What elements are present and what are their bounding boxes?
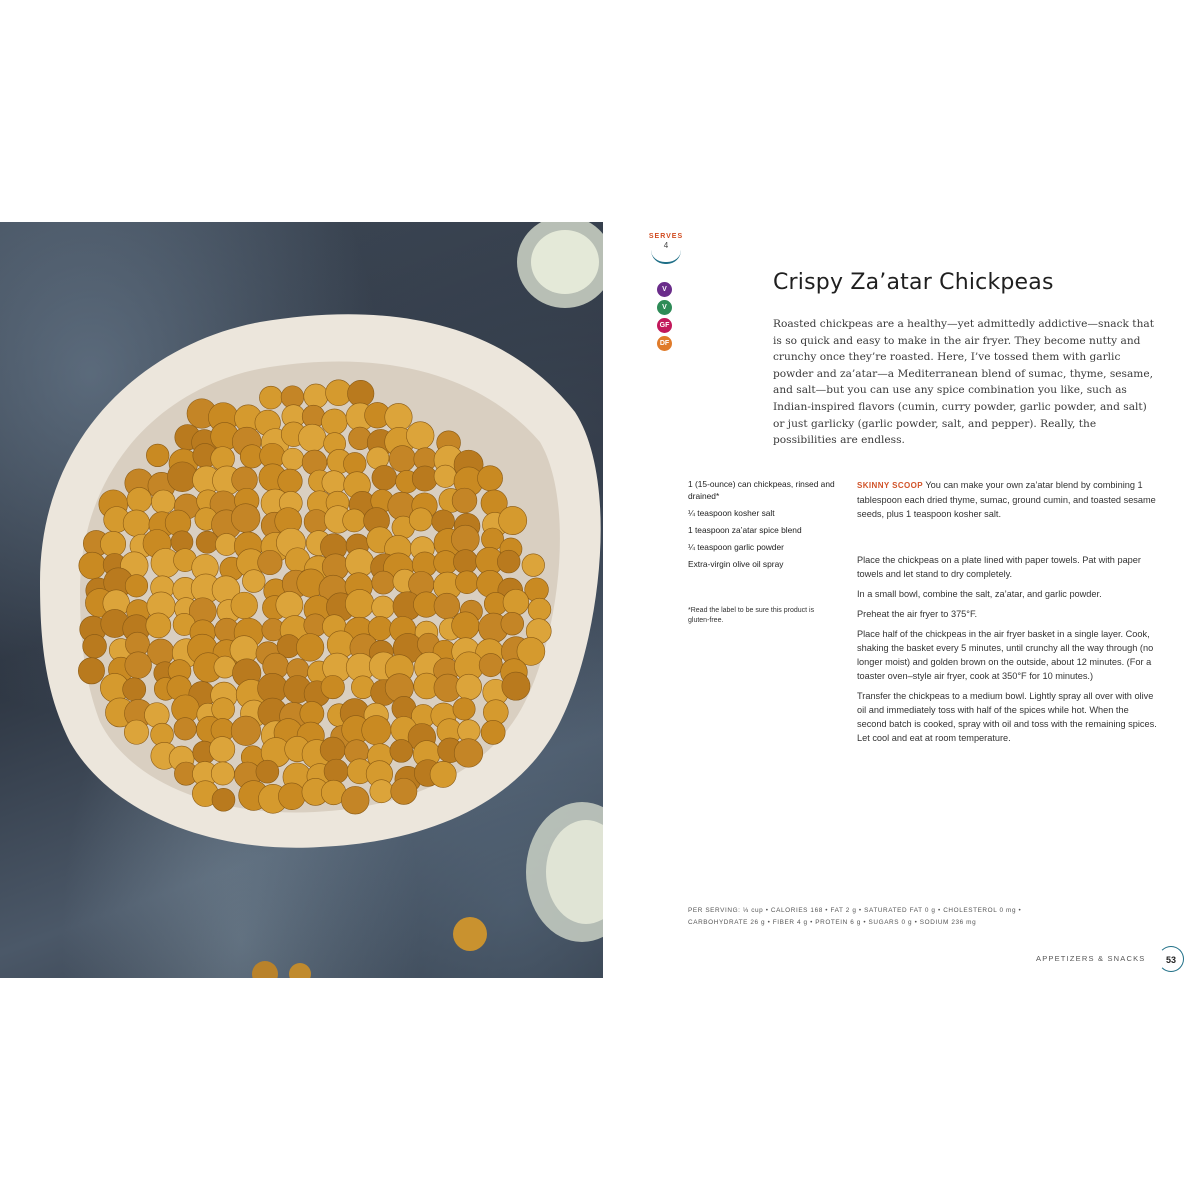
ingredient-item: Extra-virgin olive oil spray (688, 559, 784, 569)
nutrition-item: SODIUM 236 mg (919, 919, 977, 926)
chickpea (211, 762, 234, 785)
chickpea (324, 759, 348, 783)
chickpea (528, 598, 551, 621)
chickpea (455, 571, 478, 594)
ingredient-item: 1 teaspoon za’atar spice blend (688, 525, 802, 535)
ingredient-item: ¼ teaspoon kosher salt (688, 508, 775, 518)
chickpea (502, 672, 530, 700)
chickpea (452, 612, 480, 640)
chickpea (481, 720, 505, 744)
chickpea (322, 471, 346, 495)
page-number: 53 (1158, 946, 1184, 972)
chickpea (451, 525, 479, 553)
chickpea (390, 739, 413, 762)
chickpea (343, 509, 366, 532)
diet-badges (657, 282, 672, 354)
chickpea (259, 386, 282, 409)
method-step: Place half of the chickpeas in the air fryer basket in a single layer. Cook, shaking the basket every 5 minutes, until crunchy all the way through (no longer moist) and golden brown on the outside, about 12 minutes. (For a toaster oven–style air fryer, cook at 350°F for 10 minutes.) (857, 629, 1154, 681)
chickpea (453, 550, 477, 574)
chickpeas-bowl-illustration (0, 222, 603, 978)
chickpea (174, 718, 196, 740)
chickpea (501, 612, 524, 635)
variation-label: SKINNY SCOOP (857, 481, 923, 490)
chickpea (278, 783, 305, 810)
chickpea (296, 634, 324, 662)
method-section (857, 478, 1159, 751)
chickpea (454, 739, 483, 768)
section-name: APPETIZERS & SNACKS (1036, 954, 1146, 963)
ingredient-list (688, 478, 838, 575)
vegan-badge-icon: V (657, 300, 672, 315)
stray-chickpea (252, 961, 278, 978)
chickpea (256, 760, 279, 783)
serves-arc-icon (651, 250, 681, 264)
chickpea (341, 786, 369, 814)
chickpea (83, 634, 107, 658)
chickpea (412, 466, 437, 491)
chickpea (209, 737, 234, 762)
chickpea (78, 658, 104, 684)
chickpea (146, 613, 171, 638)
variation-text: You can make your own za’atar blend by combining 1 tablespoon each dried thyme, sumac, ground cumin, and toasted sesame seeds, plus 1 teaspoon kosher salt. (857, 480, 1156, 519)
chickpea (276, 591, 303, 618)
chickpea (372, 465, 397, 490)
vegetarian-badge-icon: V (657, 282, 672, 297)
nutrition-item: SUGARS 0 g (868, 919, 913, 926)
nutrition-item: CHOLESTEROL 0 mg (943, 907, 1017, 914)
recipe-intro: Roasted chickpeas are a healthy—yet admittedly addictive—snack that is so quick and easy to make in the air fryer. They become nutty and crunchy once they’re roasted. Here, I’ve tossed them with garlic powder and za’atar—a Mediterranean blend of sumac, thyme, sesame, and salt—but you can use any spice combination you like, such as Indian-inspired flavors (cumin, curry powder, garlic powder, and salt) or just garlicky (garlic powder, salt, and pepper). Really, the possibilities are endless. (773, 318, 1154, 447)
ingredient-item: ¼ teaspoon garlic powder (688, 542, 784, 552)
chickpea (100, 531, 125, 556)
nutrition-item: PER SERVING: ⅓ cup (688, 907, 764, 914)
chickpea (322, 409, 348, 435)
chickpea (196, 531, 218, 553)
chickpea (372, 571, 395, 594)
chickpea (258, 550, 282, 574)
ingredient-footnote: *Read the label to be sure this product is gluten-free. (688, 607, 815, 624)
chickpea (522, 554, 545, 577)
chickpea (479, 653, 502, 676)
chickpea (385, 403, 412, 430)
chickpea (79, 552, 106, 579)
chickpea (146, 444, 169, 467)
nutrition-item: PROTEIN 6 g (815, 919, 861, 926)
chickpea (406, 422, 434, 450)
nutrition-item: CARBOHYDRATE 26 g (688, 919, 766, 926)
chickpea (304, 384, 328, 408)
stray-chickpea (453, 917, 487, 951)
serves-label: SERVES (648, 233, 684, 240)
nutrition-info: PER SERVING: ⅓ cup • CALORIES 168 • FAT 2 g • SATURATED FAT 0 g • CHOLESTEROL 0 mg • CARBOHYDRATE 26 g • FIBER 4 g • PROTEIN 6 g • SUGARS 0 g • SODIUM 236 mg (688, 907, 1022, 926)
variation-note (857, 478, 1159, 521)
gluten-free-badge-icon: GF (657, 318, 672, 333)
chickpea (370, 780, 393, 803)
serves-indicator (645, 233, 687, 264)
dairy-free-badge-icon: DF (657, 336, 672, 351)
chickpea (123, 678, 146, 701)
chickpea (151, 490, 175, 514)
chickpea (452, 488, 477, 513)
nutrition-item: FAT 2 g (830, 907, 857, 914)
chickpea (212, 788, 235, 811)
chickpea (503, 589, 529, 615)
chickpea (298, 424, 325, 451)
chickpea (430, 761, 456, 787)
chickpea (345, 589, 374, 618)
chickpea (453, 698, 475, 720)
chickpea (320, 737, 345, 762)
chickpea (362, 716, 391, 745)
chickpea (127, 487, 152, 512)
chickpea (409, 508, 432, 531)
recipe-photo (0, 222, 603, 978)
method-step: Preheat the air fryer to 375°F. (857, 609, 978, 619)
method-step: Transfer the chickpeas to a medium bowl. Lightly spray all over with olive oil and immediately toss with half of the spices while hot. When the second batch is cooked, spray with oil and toss with the remaining spices. Let cool and eat at room temperature. (857, 691, 1157, 743)
chickpea (124, 720, 148, 744)
serves-count: 4 (663, 241, 669, 250)
ingredient-item: 1 (15-ounce) can chickpeas, rinsed and drained* (688, 479, 835, 501)
nutrition-item: CALORIES 168 (770, 907, 823, 914)
chickpea (278, 469, 303, 494)
method-step: Place the chickpeas on a plate lined with paper towels. Pat with paper towels and let stand to dry completely. (857, 555, 1141, 579)
chickpea (321, 675, 344, 698)
stray-chickpea (289, 963, 311, 978)
chickpea (434, 465, 456, 487)
chickpea (125, 575, 148, 598)
chickpea (456, 674, 482, 700)
method-step: In a small bowl, combine the salt, za’atar, and garlic powder. (857, 589, 1102, 599)
chickpea (391, 778, 417, 804)
chickpea (231, 504, 260, 533)
chickpea (242, 570, 265, 593)
nutrition-item: FIBER 4 g (772, 919, 808, 926)
chickpea (231, 716, 260, 745)
nutrition-item: SATURATED FAT 0 g (864, 907, 936, 914)
chickpea (477, 466, 502, 491)
chickpea (499, 506, 527, 534)
recipe-title: Crispy Za’atar Chickpeas (773, 270, 1054, 295)
chickpea (497, 550, 520, 573)
chickpea (147, 639, 174, 666)
chickpea (372, 596, 395, 619)
chickpea (389, 446, 415, 472)
chickpea (434, 593, 460, 619)
chickpea (231, 592, 258, 619)
chickpea (125, 652, 152, 679)
chickpea (282, 448, 304, 470)
chickpea (123, 510, 150, 537)
